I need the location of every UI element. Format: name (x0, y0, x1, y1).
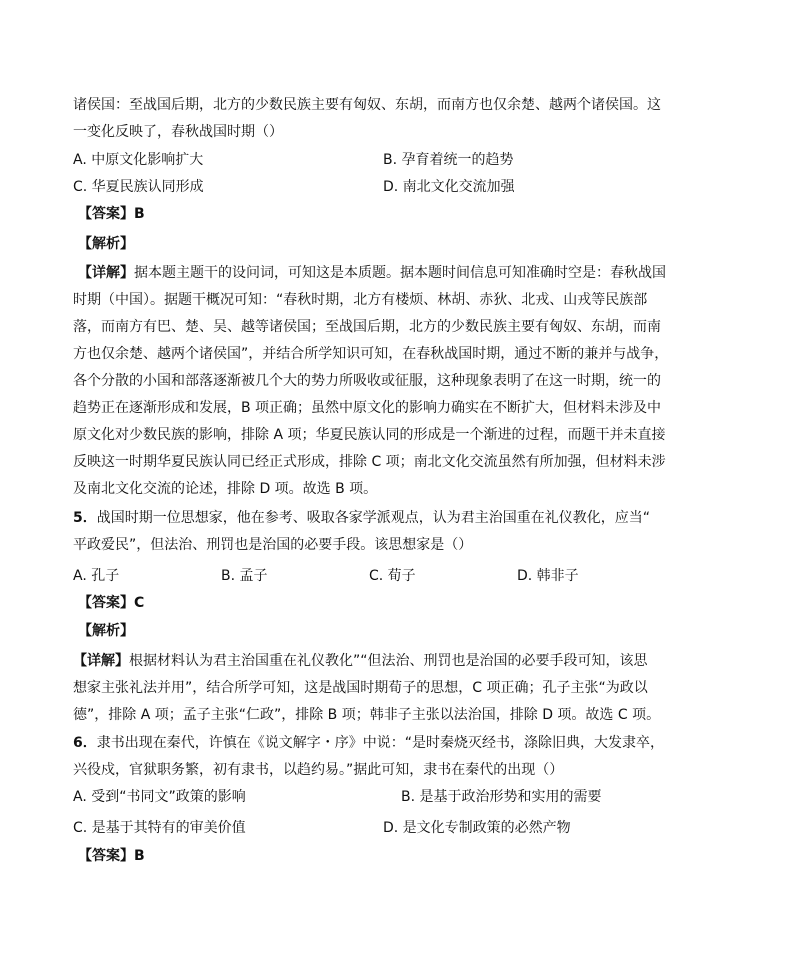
q5-option-a: A. 孔子 (73, 568, 120, 584)
q6-answer-value: B (134, 848, 145, 864)
q6-option-a: A. 受到“书同文”政策的影响 (73, 789, 246, 805)
q4-stem-line-1: 诸侯国：至战国后期，北方的少数民族主要有匈奴、东胡，而南方也仅余楚、越两个诸侯国。这 (73, 97, 661, 113)
q4-detail-text-1: 据本题主题干的设问词，可知这是本质题。据本题时间信息可知准确时空是：春秋战国 (134, 265, 666, 281)
q5-detail-line-1 (73, 651, 648, 671)
q4-analysis-tag (78, 234, 134, 254)
q5-stem-line-2: 平政爱民”，但法治、刑罚也是治国的必要手段。该思想家是（） (73, 537, 473, 553)
q6-option-b: B. 是基于政治形势和实用的需要 (401, 789, 602, 805)
q6-answer (78, 846, 145, 866)
q5-detail-text-1: 根据材料认为君主治国重在礼仪教化”“但法治、刑罚也是治国的必要手段可知，该思 (129, 653, 648, 669)
q4-answer (78, 204, 145, 224)
q5-option-d: D. 韩非子 (517, 568, 579, 584)
q4-option-a: A. 中原文化影响扩大 (73, 152, 204, 168)
q4-detail-line-8: 反映这一时期华夏民族认同已经正式形成，排除 C 项；南北文化交流虽然有所加强，但材料未涉 (73, 454, 666, 470)
q5-answer-value: C (134, 595, 145, 611)
q4-detail-tag: 【详解】 (78, 265, 134, 281)
q5-option-b: B. 孟子 (221, 568, 268, 584)
q5-answer (78, 593, 144, 613)
q5-detail-line-3: 德”，排除 A 项；孟子主张“仁政”，排除 B 项；韩非子主张以法治国，排除 D 项。故选 C 项。 (73, 707, 661, 723)
q4-option-c: C. 华夏民族认同形成 (73, 179, 204, 195)
q6-number: 6． (73, 735, 97, 751)
q4-detail-line-1 (78, 263, 666, 283)
q4-option-b: B. 孕育着统一的趋势 (383, 152, 514, 168)
q4-detail-line-4: 方也仅余楚、越两个诸侯国”，并结合所学知识可知，在春秋战国时期，通过不断的兼并与战争， (73, 346, 669, 362)
q4-analysis-label: 【解析】 (78, 236, 134, 252)
q6-stem-line-2: 兴役戍，官狱职务繁，初有隶书，以趋约易。”据此可知，隶书在秦代的出现（） (73, 762, 564, 778)
q5-answer-tag: 【答案】 (78, 595, 134, 611)
q4-stem-line-2: 一变化反映了，春秋战国时期（） (73, 124, 283, 140)
q6-option-c: C. 是基于其特有的审美价值 (73, 820, 246, 836)
q6-option-d: D. 是文化专制政策的必然产物 (383, 820, 571, 836)
q4-answer-value: B (134, 206, 145, 222)
q5-stem-text-1: 战国时期一位思想家，他在参考、吸取各家学派观点，认为君主治国重在礼仪教化，应当“ (96, 510, 651, 526)
q6-stem-line-1 (73, 733, 664, 753)
q5-analysis-tag (78, 621, 134, 641)
q5-number: 5． (73, 510, 97, 526)
q4-detail-line-7: 原文化对少数民族的影响，排除 A 项；华夏民族认同的形成是一个渐进的过程，而题干并未直接 (73, 427, 666, 443)
q4-detail-line-3: 落，而南方有巴、楚、吴、越等诸侯国；至战国后期，北方的少数民族主要有匈奴、东胡，而南 (73, 319, 661, 335)
q5-stem-line-1 (73, 508, 650, 528)
q4-option-d: D. 南北文化交流加强 (383, 179, 515, 195)
q4-answer-tag: 【答案】 (78, 206, 134, 222)
q6-answer-tag: 【答案】 (78, 848, 134, 864)
q4-detail-line-2: 时期（中国）。据题干概况可知：“春秋时期，北方有楼烦、林胡、赤狄、北戎、山戎等民族部 (73, 292, 648, 308)
q4-detail-line-6: 趋势正在逐渐形成和发展，B 项正确；虽然中原文化的影响力确实在不断扩大，但材料未涉及中 (73, 400, 662, 416)
q5-analysis-label: 【解析】 (78, 623, 134, 639)
q5-detail-line-2: 想家主张礼法并用”，结合所学可知，这是战国时期荀子的思想，C 项正确；孔子主张“为政以 (73, 680, 648, 696)
q6-stem-text-1: 隶书出现在秦代，许慎在《说文解字・序》中说：“是时秦烧灭经书，涤除旧典，大发隶卒， (96, 735, 665, 751)
q5-option-c: C. 荀子 (369, 568, 416, 584)
q4-detail-line-5: 各个分散的小国和部落逐渐被几个大的势力所吸收或征服，这种现象表明了在这一时期，统一的 (73, 373, 661, 389)
q4-detail-line-9: 及南北文化交流的论述，排除 D 项。故选 B 项。 (73, 481, 378, 497)
q5-detail-tag: 【详解】 (73, 653, 129, 669)
